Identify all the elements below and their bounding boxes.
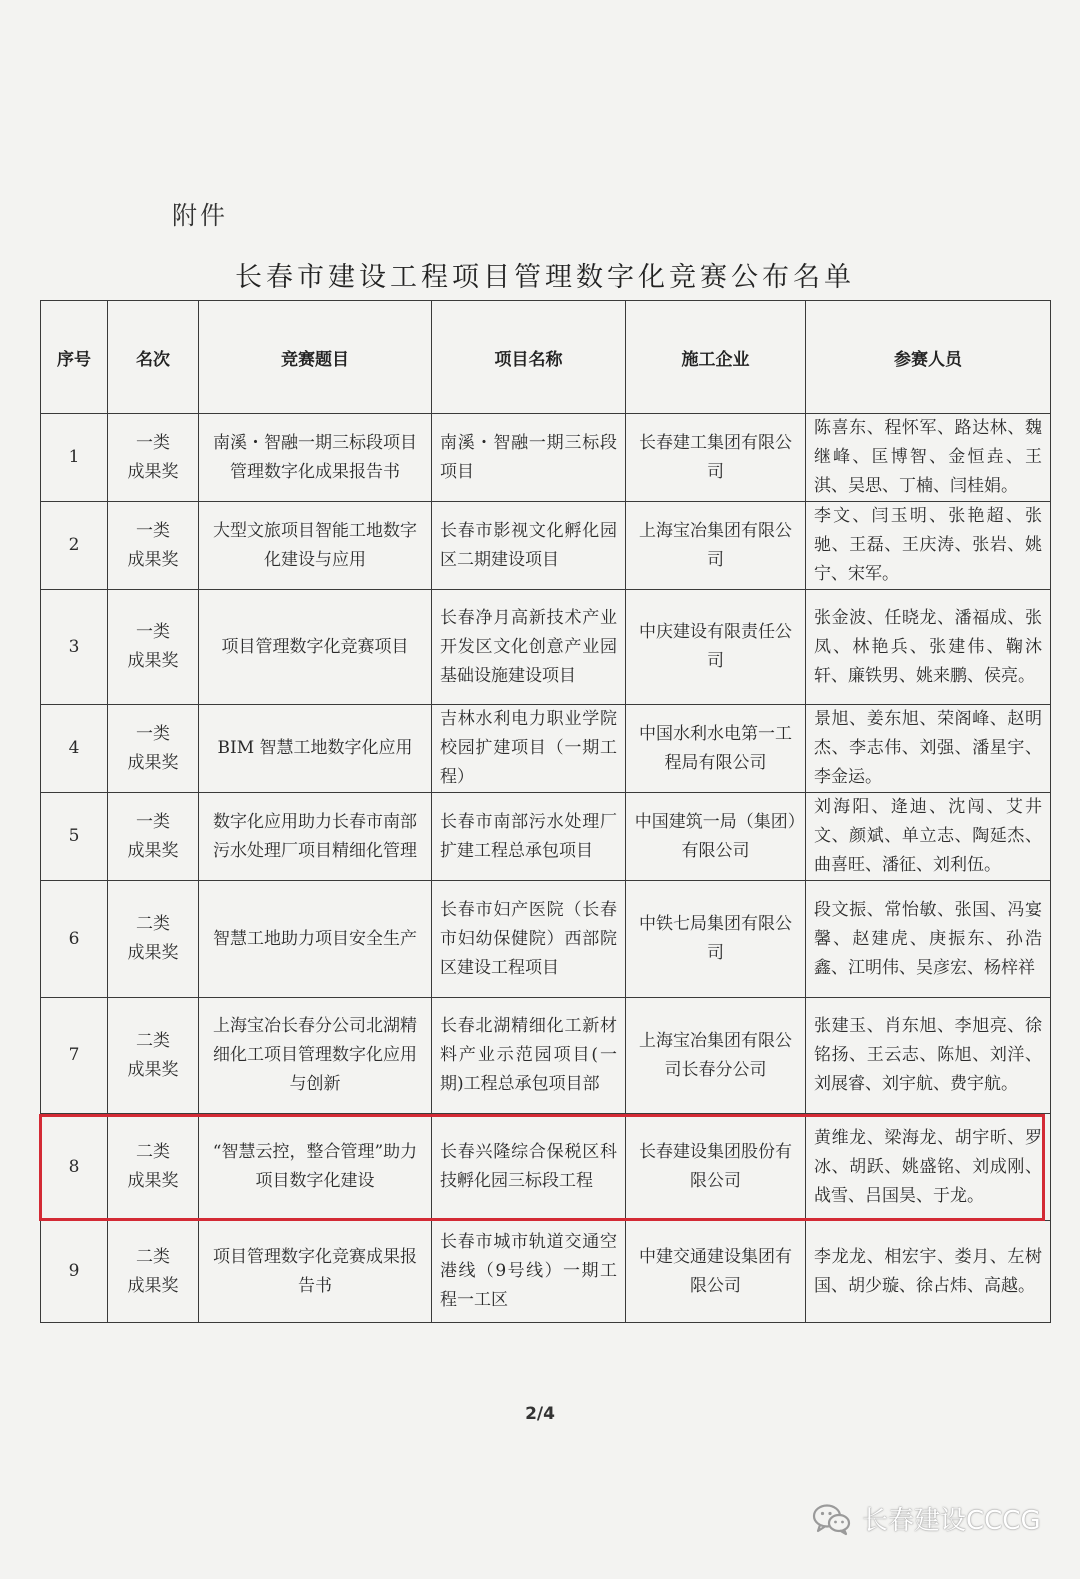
cell-topic: 项目管理数字化竞赛项目 xyxy=(199,590,432,705)
cell-no: 2 xyxy=(41,502,108,590)
cell-company: 中国建筑一局（集团）有限公司 xyxy=(626,793,806,881)
cell-topic: 项目管理数字化竞赛成果报告书 xyxy=(199,1221,432,1323)
cell-project: 长春市城市轨道交通空港线（9号线）一期工程一工区 xyxy=(432,1221,626,1323)
cell-project: 长春净月高新技术产业开发区文化创意产业园基础设施建设项目 xyxy=(432,590,626,705)
cell-people: 李龙龙、相宏宇、娄月、左树国、胡少璇、徐占炜、高越。 xyxy=(806,1221,1051,1323)
header-rank: 名次 xyxy=(108,301,199,414)
cell-no: 8 xyxy=(41,1114,108,1221)
cell-no: 9 xyxy=(41,1221,108,1323)
header-no: 序号 xyxy=(41,301,108,414)
cell-rank xyxy=(108,881,199,998)
table-row xyxy=(41,881,1051,998)
rank-line: 成果奖 xyxy=(127,461,179,482)
cell-company: 中国水利水电第一工程局有限公司 xyxy=(626,705,806,793)
cell-project: 南溪・智融一期三标段项目 xyxy=(432,414,626,502)
rank-line: 成果奖 xyxy=(127,1059,179,1080)
cell-company: 长春建设集团股份有限公司 xyxy=(626,1114,806,1221)
cell-topic: 数字化应用助力长春市南部污水处理厂项目精细化管理 xyxy=(199,793,432,881)
watermark-text: 长春建设CCCG xyxy=(862,1506,1041,1536)
cell-people: 段文振、常怡敏、张国、冯宴馨、赵建虎、庚振东、孙浩鑫、江明伟、吴彦宏、杨梓祥 xyxy=(806,881,1051,998)
rank-line: 二类 xyxy=(136,914,170,934)
table-row xyxy=(41,1221,1051,1323)
cell-people: 陈喜东、程怀军、路达林、魏继峰、匡博智、金恒垚、王淇、吴思、丁楠、闫桂娟。 xyxy=(806,414,1051,502)
cell-rank xyxy=(108,998,199,1114)
rank-line: 成果奖 xyxy=(127,1171,179,1191)
rank-line: 成果奖 xyxy=(127,549,179,570)
cell-no: 6 xyxy=(41,881,108,998)
table-row xyxy=(41,502,1051,590)
header-topic: 竞赛题目 xyxy=(199,301,432,414)
cell-project: 吉林水利电力职业学院校园扩建项目（一期工程） xyxy=(432,705,626,793)
cell-people: 李文、闫玉明、张艳超、张驰、王磊、王庆涛、张岩、姚宁、宋军。 xyxy=(806,502,1051,590)
rank-line: 一类 xyxy=(136,723,170,744)
rank-line: 成果奖 xyxy=(127,840,179,861)
table-row xyxy=(41,1114,1051,1221)
attachment-label: 附件 xyxy=(172,201,229,230)
table-row xyxy=(41,414,1051,502)
cell-topic: 上海宝冶长春分公司北湖精细化工项目管理数字化应用与创新 xyxy=(199,998,432,1114)
rank-line: 成果奖 xyxy=(127,943,179,963)
cell-company: 中建交通建设集团有限公司 xyxy=(626,1221,806,1323)
document-title: 长春市建设工程项目管理数字化竞赛公布名单 xyxy=(235,262,855,293)
cell-no: 5 xyxy=(41,793,108,881)
cell-people: 张建玉、肖东旭、李旭亮、徐铭扬、王云志、陈旭、刘洋、刘展睿、刘宇航、费宇航。 xyxy=(806,998,1051,1114)
cell-company: 上海宝冶集团有限公司 xyxy=(626,502,806,590)
rank-line: 成果奖 xyxy=(127,651,179,671)
table-row xyxy=(41,590,1051,705)
cell-company: 中庆建设有限责任公司 xyxy=(626,590,806,705)
cell-rank xyxy=(108,414,199,502)
table-header-row xyxy=(41,301,1051,414)
cell-rank xyxy=(108,590,199,705)
cell-project: 长春市妇产医院（长春市妇幼保健院）西部院区建设工程项目 xyxy=(432,881,626,998)
wechat-icon xyxy=(812,1502,852,1536)
rank-line: 二类 xyxy=(136,1030,170,1051)
cell-people: 黄维龙、梁海龙、胡宇昕、罗冰、胡跃、姚盛铭、刘成刚、战雪、吕国昊、于龙。 xyxy=(806,1114,1051,1221)
cell-topic: 智慧工地助力项目安全生产 xyxy=(199,881,432,998)
cell-topic: “智慧云控，整合管理”助力项目数字化建设 xyxy=(199,1114,432,1221)
cell-no: 4 xyxy=(41,705,108,793)
cell-no: 1 xyxy=(41,414,108,502)
rank-line: 成果奖 xyxy=(127,1275,179,1296)
cell-people: 景旭、姜东旭、荣阁峰、赵明杰、李志伟、刘强、潘星宇、李金运。 xyxy=(806,705,1051,793)
cell-no: 7 xyxy=(41,998,108,1114)
cell-people: 刘海阳、逄迪、沈闯、艾井文、颜斌、单立志、陶延杰、曲喜旺、潘征、刘利伍。 xyxy=(806,793,1051,881)
rank-line: 成果奖 xyxy=(127,752,179,773)
cell-project: 长春兴隆综合保税区科技孵化园三标段工程 xyxy=(432,1114,626,1221)
table-row xyxy=(41,793,1051,881)
cell-project: 长春市南部污水处理厂扩建工程总承包项目 xyxy=(432,793,626,881)
header-project: 项目名称 xyxy=(432,301,626,414)
cell-no: 3 xyxy=(41,590,108,705)
cell-company: 长春建工集团有限公司 xyxy=(626,414,806,502)
cell-rank xyxy=(108,1114,199,1221)
cell-rank xyxy=(108,1221,199,1323)
rank-line: 一类 xyxy=(136,622,170,642)
header-company: 施工企业 xyxy=(626,301,806,414)
cell-company: 中铁七局集团有限公司 xyxy=(626,881,806,998)
cell-project: 长春市影视文化孵化园区二期建设项目 xyxy=(432,502,626,590)
cell-people: 张金波、任晓龙、潘福成、张凤、林艳兵、张建伟、鞠沐轩、廉铁男、姚来鹏、侯亮。 xyxy=(806,590,1051,705)
rank-line: 二类 xyxy=(136,1246,170,1267)
rank-line: 一类 xyxy=(136,520,170,541)
cell-rank xyxy=(108,793,199,881)
cell-topic: 大型文旅项目智能工地数字化建设与应用 xyxy=(199,502,432,590)
rank-line: 一类 xyxy=(136,432,170,453)
table-row xyxy=(41,998,1051,1114)
page-number: 2/4 xyxy=(525,1404,555,1424)
cell-topic: BIM 智慧工地数字化应用 xyxy=(199,705,432,793)
cell-company: 上海宝冶集团有限公司长春分公司 xyxy=(626,998,806,1114)
cell-rank xyxy=(108,502,199,590)
header-people: 参赛人员 xyxy=(806,301,1051,414)
watermark xyxy=(812,1500,1041,1537)
cell-topic: 南溪・智融一期三标段项目管理数字化成果报告书 xyxy=(199,414,432,502)
cell-project: 长春北湖精细化工新材料产业示范园项目(一期)工程总承包项目部 xyxy=(432,998,626,1114)
award-table xyxy=(40,300,1051,1323)
cell-rank xyxy=(108,705,199,793)
table-row xyxy=(41,705,1051,793)
rank-line: 一类 xyxy=(136,811,170,832)
rank-line: 二类 xyxy=(136,1142,170,1162)
